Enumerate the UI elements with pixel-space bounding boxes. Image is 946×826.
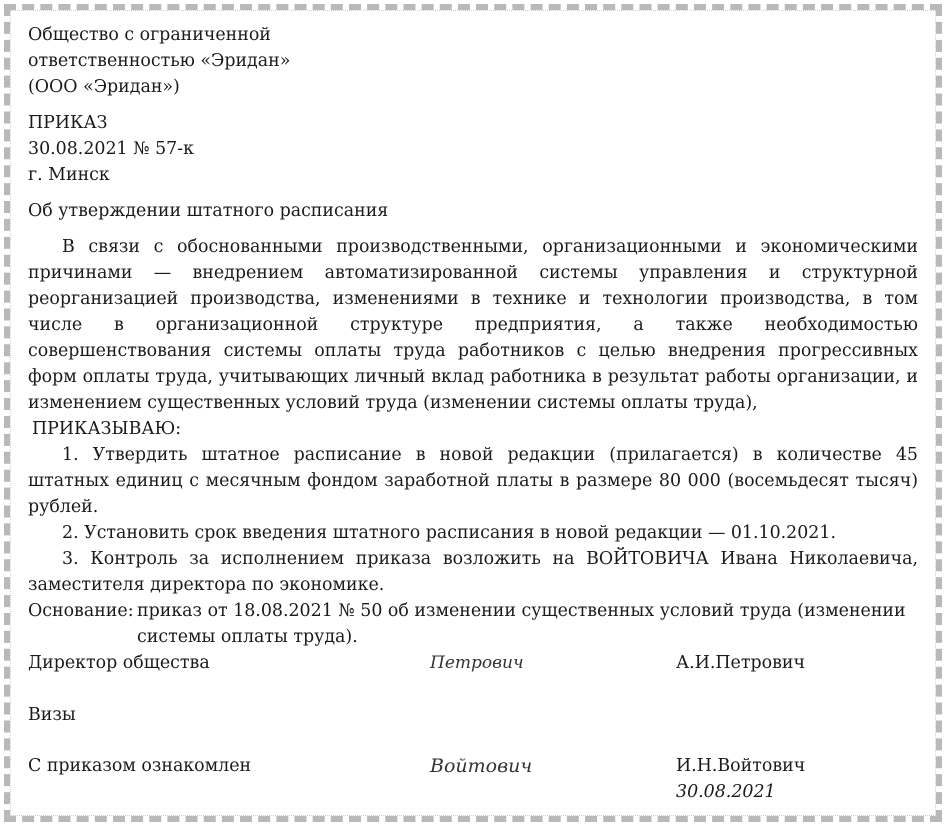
acquainted-label: С приказом ознакомлен [28, 756, 252, 776]
order-subject: Об утверждении штатного расписания [28, 201, 389, 221]
director-signature-icon [428, 648, 528, 676]
org-short-name: (ООО «Эридан») [28, 77, 180, 97]
order-item-3: 3. Контроль за исполнением приказа возложить на ВОЙТОВИЧА Ивана Николаевича, заместителя директора по экономике. [28, 549, 918, 595]
basis-label: Основание: [28, 601, 134, 621]
org-name-line2: ответственностью «Эридан» [28, 51, 291, 71]
visas-row [28, 702, 918, 732]
acquainted-date: 30.08.2021 [676, 782, 776, 802]
order-preamble: В связи с обоснованными производственными, организационными и экономическими причинами — внедрением автоматизированной системы управления и структурной реорганизацией производства, изменениями в технике и технологии производства, в том числе в организационной структуре предприятия, а также необходимостью совершенствования системы оплаты труда работников с целью внедрения прогрессивных форм оплаты труда, учитывающих личный вклад работника в результат работы организации, и изменением существенных условий труда (изменении системы оплаты труда), [28, 237, 918, 413]
organization-header [28, 22, 918, 100]
order-document [28, 22, 918, 650]
director-signature-text: Петрович [430, 653, 524, 673]
director-signature [428, 648, 528, 676]
order-requisites [28, 110, 918, 188]
employee-signature-icon [428, 751, 558, 781]
acquainted-row [28, 753, 918, 809]
employee-signature [428, 751, 558, 781]
visas-label: Визы [28, 705, 76, 725]
basis-text: приказ от 18.08.2021 № 50 об изменении существенных условий труда (изменении системы оплаты труда). [137, 601, 906, 647]
employee-name: И.Н.Войтович [676, 756, 806, 776]
director-signature-row [28, 650, 918, 680]
employee-signature-text: Войтович [430, 755, 533, 777]
doc-number-date: 30.08.2021 № 57-к [28, 139, 194, 159]
doc-type: ПРИКАЗ [28, 113, 108, 133]
order-word: ПРИКАЗЫВАЮ: [32, 419, 182, 439]
org-name-line1: Общество с ограниченной [28, 25, 271, 45]
director-position: Директор общества [28, 653, 210, 673]
doc-city: г. Минск [28, 165, 110, 185]
order-item-2: 2. Установить срок введения штатного расписания в новой редакции — 01.10.2021. [62, 523, 836, 543]
order-item-1: 1. Утвердить штатное расписание в новой редакции (прилагается) в количестве 45 штатных единиц с месячным фондом заработной платы в размере 80 000 (восемьдесят тысяч) рублей. [28, 445, 918, 517]
order-basis [24, 598, 918, 650]
director-name: А.И.Петрович [676, 653, 805, 673]
